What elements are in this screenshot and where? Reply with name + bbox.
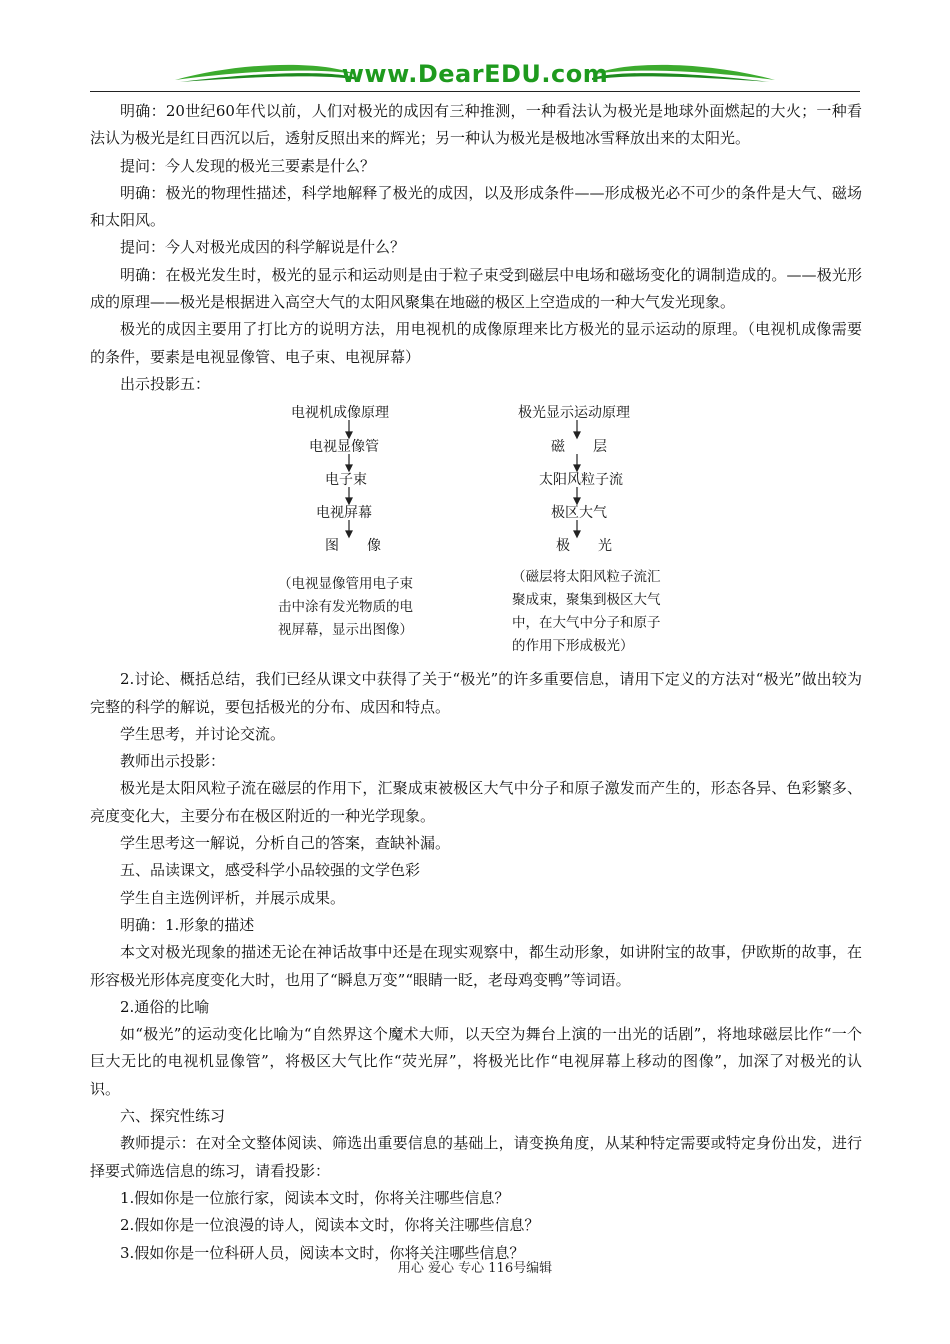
- section-heading: 五、品读课文，感受科学小品较强的文学色彩: [120, 861, 421, 880]
- paragraph: 明确：20世纪60年代以前，人们对极光的成因有三种推测，一种看法认为极光是地球外面燃起的大火；一种看法认为极光是红日西沉以后，透射反照出来的辉光；另一种认为极光是极地冰雪释放出来的太阳光。: [90, 102, 862, 148]
- right-step: 磁 层: [551, 439, 607, 456]
- right-note: [512, 566, 661, 658]
- page-footer: 用心 爱心 专心 116号编辑: [397, 1261, 553, 1276]
- analogy-diagram: [90, 398, 862, 666]
- left-step: 电视屏幕: [316, 505, 372, 522]
- right-step: 极区大气: [551, 505, 607, 522]
- paragraph: 学生自主选例评析，并展示成果。: [120, 888, 346, 907]
- section-heading: 六、探究性练习: [120, 1107, 226, 1126]
- right-step: 极 光: [556, 538, 612, 555]
- list-item: 2.假如你是一位浪漫的诗人，阅读本文时，你将关注哪些信息？: [120, 1216, 540, 1235]
- paragraph: 提问：今人对极光成因的科学解说是什么？: [120, 238, 406, 257]
- paragraph: 极光是太阳风粒子流在磁层的作用下，汇聚成束被极区大气中分子和原子激发而产生的，形态各异、色彩繁多、亮度变化大，主要分布在极区附近的一种光学现象。: [90, 779, 862, 825]
- paragraph: 学生思考，并讨论交流。: [120, 724, 286, 743]
- paragraph: 2.通俗的比喻: [120, 997, 210, 1016]
- paragraph: 明确：在极光发生时，极光的显示和运动则是由于粒子束受到磁层中电场和磁场变化的调制造成的。——极光形成的原理——极光是根据进入高空大气的太阳风聚集在地磁的极区上空造成的一种大气发光现象。: [90, 265, 862, 312]
- paragraph: 明确：1.形象的描述: [120, 915, 255, 934]
- note-line: 的作用下形成极光）: [512, 638, 634, 655]
- document-body: [90, 98, 862, 1267]
- diagram-arrows: [90, 398, 862, 666]
- right-step: 太阳风粒子流: [539, 472, 623, 489]
- note-line: 聚成束，聚集到极区大气: [512, 592, 661, 609]
- left-step: 电视机成像原理: [291, 405, 389, 422]
- note-line: 视屏幕，显示出图像）: [278, 622, 413, 639]
- paragraph: 明确：极光的物理性描述，科学地解释了极光的成因，以及形成条件——形成极光必不可少的条件是大气、磁场和太阳风。: [90, 183, 862, 230]
- paragraph: 本文对极光现象的描述无论在神话故事中还是在现实观察中，都生动形象，如讲附宝的故事，伊欧斯的故事，在形容极光形体亮度变化大时，也用了“瞬息万变”“眼睛一眨，老母鸡变鸭”等词语。: [90, 943, 862, 989]
- paragraph: 学生思考这一解说，分析自己的答案，查缺补漏。: [120, 834, 451, 853]
- paragraph: 极光的成因主要用了打比方的说明方法，用电视机的成像原理来比方极光的显示运动的原理。（电视机成像需要的条件，要素是电视显像管、电子束、电视屏幕）: [90, 320, 862, 366]
- note-line: （电视显像管用电子束: [278, 576, 413, 593]
- note-line: 击中涂有发光物质的电: [278, 599, 413, 616]
- list-item: 3.假如你是一位科研人员，阅读本文时，你将关注哪些信息？: [120, 1243, 525, 1262]
- site-header-banner: [90, 58, 860, 90]
- right-step: 极光显示运动原理: [518, 405, 630, 422]
- site-brand-logo: www.DearEDU.com: [341, 60, 609, 88]
- paragraph: 提问：今人发现的极光三要素是什么？: [120, 156, 376, 175]
- paragraph: 如“极光”的运动变化比喻为“自然界这个魔术大师，以天空为舞台上演的一出光的话剧”，将地球磁层比作“一个巨大无比的电视机显像管”，将极区大气比作“荧光屏”，将极光比作“电视屏幕上移动的图像”，加深了对极光的认识。: [90, 1025, 862, 1098]
- note-line: 中，在大气中分子和原子: [512, 615, 661, 632]
- left-step: 电子束: [325, 472, 367, 489]
- left-step: 图 像: [325, 538, 381, 555]
- paragraph: 教师提示：在对全文整体阅读、筛选出重要信息的基础上，请变换角度，从某种特定需要或特定身份出发，进行择要式筛选信息的练习，请看投影：: [90, 1134, 862, 1180]
- left-note: [278, 573, 413, 642]
- paragraph: 出示投影五：: [120, 374, 211, 393]
- left-step: 电视显像管: [309, 439, 379, 456]
- paragraph: 2.讨论、概括总结，我们已经从课文中获得了关于“极光”的许多重要信息，请用下定义的方法对“极光”做出较为完整的科学的解说，要包括极光的分布、成因和特点。: [90, 670, 862, 716]
- list-item: 1.假如你是一位旅行家，阅读本文时，你将关注哪些信息？: [120, 1188, 510, 1207]
- note-line: （磁层将太阳风粒子流汇: [512, 569, 661, 586]
- paragraph: 教师出示投影：: [120, 752, 226, 771]
- header-divider: [90, 91, 860, 92]
